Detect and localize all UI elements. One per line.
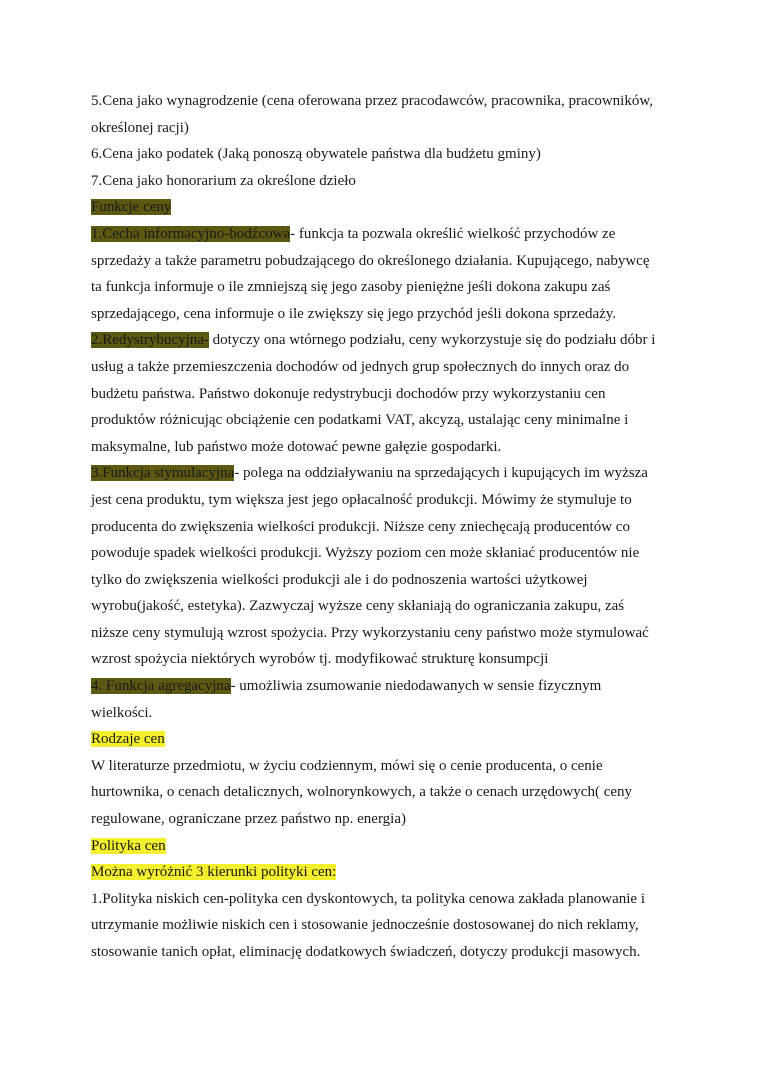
text-line — [91, 939, 681, 966]
highlighted-heading: 3.Funkcja stymulacyjna — [91, 465, 235, 482]
text-line — [91, 194, 681, 221]
text-line — [91, 274, 681, 301]
text-line — [91, 354, 681, 381]
text-line — [91, 168, 681, 195]
line-text: utrzymanie możliwie niskich cen i stosowanie jednocześnie dostosowanej do nich reklamy, — [91, 917, 639, 934]
text-line — [91, 381, 681, 408]
line-text: dotyczy ona wtórnego podziału, ceny wykorzystuje się do podziału dóbr i — [208, 332, 656, 349]
text-line — [91, 327, 681, 354]
line-text: wzrost spożycia niektórych wyrobów tj. modyfikować strukturę konsumpcji — [91, 651, 549, 668]
text-line — [91, 141, 681, 168]
text-line — [91, 886, 681, 913]
text-line — [91, 407, 681, 434]
line-text: maksymalne, lub państwo może dotować pewne gałęzie gospodarki. — [91, 438, 502, 455]
line-text: ta funkcja informuje o ile zmniejszą się jego zasoby pieniężne jeśli dokona zakupu zaś — [91, 279, 611, 296]
highlighted-heading: 4. Funkcja agregacyjna — [91, 678, 231, 695]
text-line — [91, 567, 681, 594]
line-text: powoduje spadek wielkości produkcji. Wyższy poziom cen może skłaniać producentów nie — [91, 545, 640, 562]
line-text: 1.Polityka niskich cen-polityka cen dyskontowych, ta polityka cenowa zakłada planowanie i — [91, 890, 646, 907]
line-text: W literaturze przedmiotu, w życiu codziennym, mówi się o cenie producenta, o cenie — [91, 757, 603, 774]
text-line — [91, 88, 681, 115]
line-text: budżetu państwa. Państwo dokonuje redystrybucji dochodów przy wykorzystaniu cen — [91, 385, 606, 402]
text-line — [91, 460, 681, 487]
line-text: 6.Cena jako podatek (Jaką ponoszą obywatele państwa dla budżetu gminy) — [91, 146, 541, 163]
text-line — [91, 700, 681, 727]
line-text: regulowane, ograniczane przez państwo np. energia) — [91, 811, 406, 828]
line-text: wielkości. — [91, 704, 153, 721]
line-text: usług a także przemieszczenia dochodów od jednych grup społecznych do innych oraz do — [91, 358, 630, 375]
text-line — [91, 726, 681, 753]
text-line — [91, 753, 681, 780]
text-line — [91, 221, 681, 248]
text-line — [91, 833, 681, 860]
highlighted-heading: Funkcje ceny — [91, 199, 172, 216]
line-text: - funkcja ta pozwala określić wielkość przychodów ze — [290, 225, 616, 242]
line-text: stosowanie tanich opłat, eliminację dodatkowych świadczeń, dotyczy produkcji masowych. — [91, 944, 641, 960]
text-line — [91, 912, 681, 939]
highlighted-heading: 2.Redystrybucyjna- — [91, 332, 209, 349]
line-text: - polega na oddziaływaniu na sprzedających i kupujących im wyższa — [234, 465, 648, 482]
text-line — [91, 514, 681, 541]
document-body — [91, 88, 681, 966]
highlighted-heading: Rodzaje cen — [91, 731, 165, 748]
text-line — [91, 673, 681, 700]
line-text: 5.Cena jako wynagrodzenie (cena oferowana przez pracodawców, pracownika, pracowników, — [91, 93, 653, 109]
highlighted-heading: 1.Cecha informacyjno-bodźcowa — [91, 225, 291, 242]
line-text: sprzedającego, cena informuje o ile zwiększy się jego przychód jeśli dokona sprzedaży. — [91, 305, 617, 322]
text-line — [91, 487, 681, 514]
line-text: - umożliwia zsumowanie niedodawanych w sensie fizycznym — [230, 678, 602, 695]
line-text: sprzedaży a także parametru pobudzającego do określonego działania. Kupującego, nabywcę — [91, 252, 650, 269]
text-line — [91, 593, 681, 620]
highlighted-heading: Polityka cen — [91, 837, 166, 854]
line-text: niższe ceny stymulują wzrost spożycia. Przy wykorzystaniu ceny państwo może stymulować — [91, 624, 649, 641]
line-text: tylko do zwiększenia wielkości produkcji ale i do podnoszenia wartości użytkowej — [91, 571, 588, 588]
text-line — [91, 806, 681, 833]
line-text: hurtownika, o cenach detalicznych, wolnorynkowych, a także o cenach urzędowych( ceny — [91, 784, 633, 801]
text-line — [91, 248, 681, 275]
text-line — [91, 779, 681, 806]
line-text: producenta do zwiększenia wielkości produkcji. Niższe ceny zniechęcają producentów co — [91, 518, 630, 535]
highlighted-heading: Można wyróżnić 3 kierunki polityki cen: — [91, 864, 337, 881]
text-line — [91, 540, 681, 567]
line-text: produktów różnicując obciążenie cen podatkami VAT, akcyzą, ustalając ceny minimalne i — [91, 412, 629, 429]
line-text: wyrobu(jakość, estetyka). Zazwyczaj wyższe ceny skłaniają do ograniczania zakupu, zaś — [91, 598, 625, 615]
text-line — [91, 620, 681, 647]
line-text: 7.Cena jako honorarium za określone dzieło — [91, 172, 356, 189]
line-text: określonej racji) — [91, 119, 189, 136]
text-line — [91, 301, 681, 328]
text-line — [91, 859, 681, 886]
text-line — [91, 115, 681, 142]
text-line — [91, 646, 681, 673]
text-line — [91, 434, 681, 461]
line-text: jest cena produktu, tym większa jest jego opłacalność produkcji. Mówimy że stymuluje to — [91, 491, 632, 508]
